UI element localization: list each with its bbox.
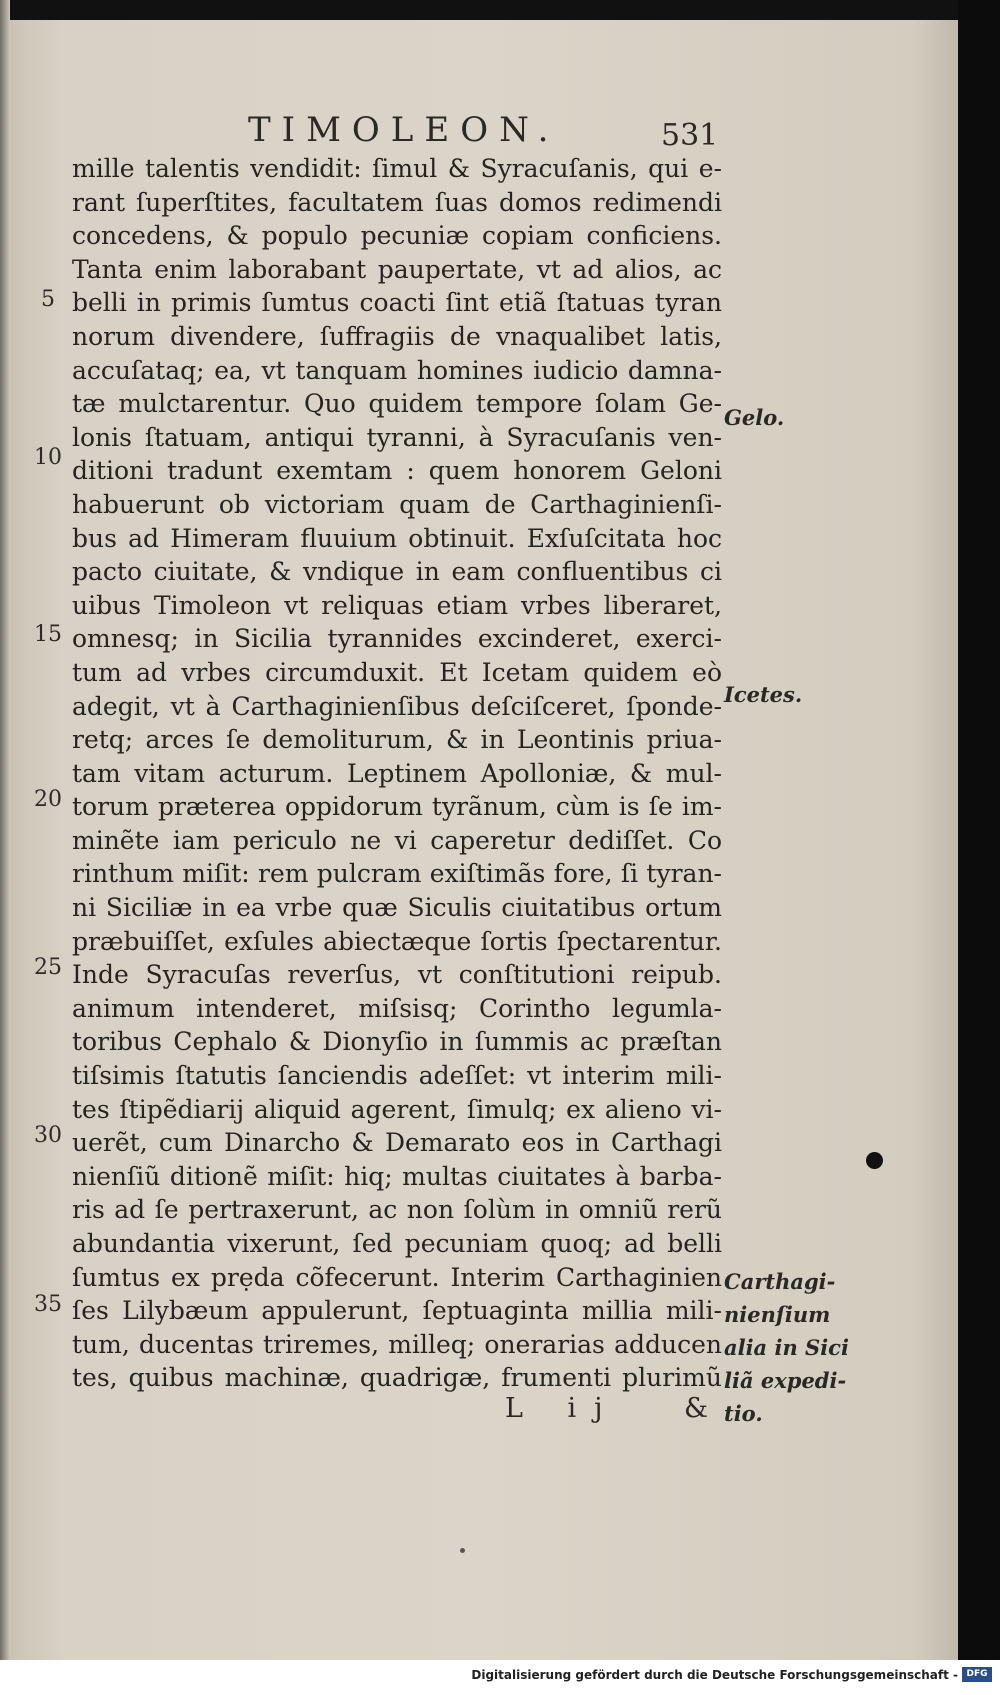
text-line: concedens, & populo pecuniæ copiam conficiens. — [72, 221, 722, 251]
line-number: 30 — [34, 1123, 62, 1148]
text-line: tum ad vrbes circumduxit. Et Icetam quidem eò — [72, 657, 722, 687]
text-line: tum, ducentas triremes, milleq; onerarias adducen — [72, 1329, 722, 1359]
text-line: pacto ciuitate, & vndique in eam confluentibus ci — [72, 557, 722, 587]
footer-bar — [0, 1660, 1000, 1695]
text-line: toribus Cephalo & Dionyſio in ſummis ac præſtan — [72, 1027, 722, 1057]
line-number: 15 — [34, 622, 62, 647]
text-line: norum divendere, ſuffragiis de vnaqualibet latis, — [72, 321, 722, 351]
text-line: habuerunt ob victoriam quam de Carthaginienſi- — [72, 489, 722, 519]
text-line: rinthum miſit: rem pulcram exiſtimãs fore, ſi tyran- — [72, 859, 722, 889]
text-line: accuſataq; ea, vt tanquam homines iudicio damna- — [72, 355, 722, 385]
text-line: bus ad Himeram fluuium obtinuit. Exſuſcitata hoc — [72, 523, 722, 553]
margin-note-line: alia in Sici — [724, 1335, 849, 1360]
text-line: tes ſtipẽdiarij aliquid agerent, ſimulq; ex alieno vi- — [72, 1094, 722, 1124]
text-line: abundantia vixerunt, ſed pecuniam quoq; ad belli — [72, 1229, 722, 1258]
funding-credit: Digitalisierung gefördert durch die Deutsche Forschungsgemeinschaft - — [471, 1668, 958, 1682]
text-line: lonis ſtatuam, antiqui tyranni, à Syracuſanis ven- — [72, 422, 722, 452]
text-line: torum præterea oppidorum tyrãnum, cùm is ſe im- — [72, 792, 722, 822]
text-line: rant ſuperſtites, facultatem ſuas domos redimendi — [72, 187, 722, 217]
page-number: 531 — [661, 118, 719, 153]
text-line: minẽte iam periculo ne vi caperetur dediſſet. Co — [72, 825, 722, 855]
margin-note-line: nienſium — [724, 1302, 831, 1327]
text-line: tes, quibus machinæ, quadrigæ, frumenti plurimũ — [72, 1363, 722, 1393]
text-line: uibus Timoleon vt reliquas etiam vrbes liberaret, — [72, 590, 722, 620]
text-line: præbuiſſet, exſules abiectæque ſortis ſpectarentur. — [72, 926, 722, 956]
running-head: TIMOLEON. — [248, 110, 560, 150]
text-line: nienſiũ ditionẽ miſit: hiq; multas ciuitates à barba- — [72, 1161, 722, 1191]
line-number: 5 — [41, 287, 55, 312]
line-number: 25 — [34, 955, 62, 980]
ink-spot — [866, 1152, 883, 1169]
dfg-logo: DFG — [962, 1667, 992, 1682]
text-line: tam vitam acturum. Leptinem Apolloniæ, & mul- — [72, 758, 722, 788]
line-number: 35 — [34, 1292, 62, 1317]
margin-note-gelo: Gelo. — [724, 405, 785, 430]
margin-note-line: liã expedi- — [724, 1368, 847, 1393]
signature-mark: L ij — [505, 1393, 621, 1424]
text-line: belli in primis ſumtus coacti ſint etiã ſtatuas tyran — [72, 288, 722, 318]
catchword: & — [684, 1393, 709, 1424]
margin-note-line: tio. — [724, 1401, 763, 1426]
text-line: Tanta enim laborabant paupertate, vt ad alios, ac — [72, 254, 722, 284]
text-line: mille talentis vendidit: ſimul & Syracuſanis, qui e- — [72, 154, 722, 183]
body-text — [72, 152, 722, 1395]
text-line: tæ mulctarentur. Quo quidem tempore ſolam Ge- — [72, 389, 722, 419]
line-number: 20 — [34, 787, 62, 812]
line-number: 10 — [34, 445, 62, 470]
text-line: Inde Syracuſas reverſus, vt conſtitutioni reipub. — [72, 960, 722, 990]
scan-right-border — [958, 0, 1000, 1660]
text-line: omnesq; in Sicilia tyrannides excinderet, exerci- — [72, 624, 722, 654]
text-line: adegit, vt à Carthaginienſibus deſciſceret, ſponde- — [72, 691, 722, 721]
scan-top-border — [0, 0, 1000, 22]
text-line: ni Siciliæ in ea vrbe quæ Siculis ciuitatibus ortum — [72, 893, 722, 923]
margin-note-line: Carthagi- — [724, 1269, 836, 1294]
text-line: ſumtus ex prẹda cõfecerunt. Interim Carthaginien — [72, 1262, 722, 1292]
text-line: tiſsimis ſtatutis ſanciendis adeſſet: vt interim mili- — [72, 1061, 722, 1091]
text-line: retq; arces ſe demoliturum, & in Leontinis priua- — [72, 725, 722, 755]
text-line: animum intenderet, miſsisq; Corintho legumla- — [72, 993, 722, 1023]
page-gutter-shadow — [0, 0, 10, 1660]
margin-note-icetes: Icetes. — [724, 682, 803, 707]
text-line: ſes Lilybæum appulerunt, ſeptuaginta millia mili- — [72, 1296, 722, 1326]
paper-speck — [460, 1548, 465, 1553]
text-line: ditioni tradunt exemtam : quem honorem Geloni — [72, 456, 722, 486]
text-line: uerẽt, cum Dinarcho & Demarato eos in Carthagi — [72, 1128, 722, 1158]
text-line: ris ad ſe pertraxerunt, ac non ſolùm in omniũ rerũ — [72, 1195, 722, 1225]
